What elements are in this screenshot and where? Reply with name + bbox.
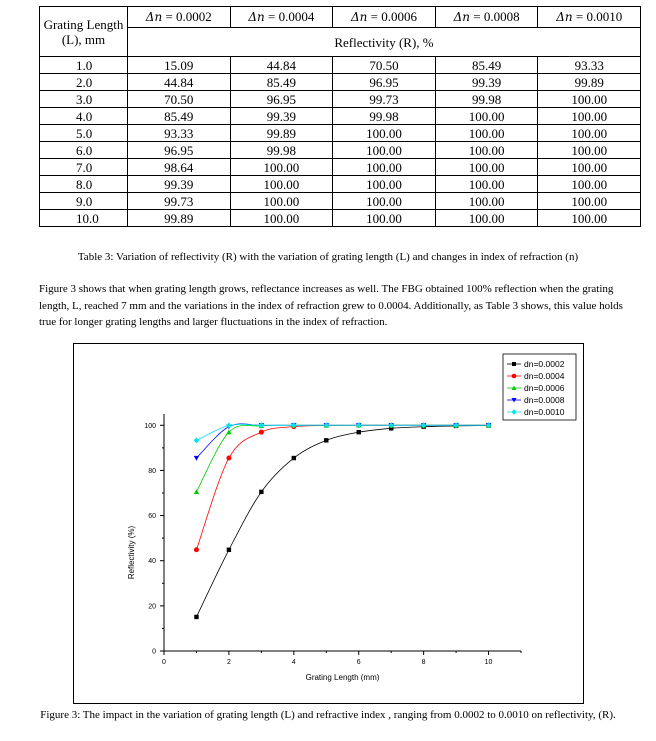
table-subheader-row — [40, 28, 641, 57]
dn-header: Δn = 0.0004 — [230, 7, 333, 28]
reflectivity-cell: 85.49 — [435, 57, 538, 74]
grating-length-cell: 6.0 — [40, 142, 128, 159]
dn-symbol: Δn — [145, 10, 163, 24]
dn-symbol: Δn — [453, 10, 470, 24]
reflectivity-cell: 99.73 — [333, 91, 436, 108]
data-point — [194, 615, 198, 619]
table-row — [40, 210, 641, 227]
table-row — [40, 193, 641, 210]
y-axis-label: Reflectivity (%) — [127, 525, 136, 580]
reflectivity-chart — [74, 344, 583, 703]
table-row — [40, 74, 641, 91]
reflectivity-cell: 44.84 — [230, 57, 333, 74]
table-row — [40, 125, 641, 142]
reflectivity-cell: 100.00 — [333, 125, 436, 142]
reflectivity-cell: 85.49 — [230, 74, 333, 91]
reflectivity-cell: 99.98 — [230, 142, 333, 159]
data-point — [194, 547, 199, 552]
legend-label: dn=0.0008 — [524, 395, 565, 405]
chart-curves — [196, 424, 488, 617]
x-tick-label: 4 — [291, 659, 296, 666]
reflectivity-cell: 100.00 — [538, 108, 641, 125]
y-tick-label: 100 — [144, 422, 156, 430]
series-line — [196, 426, 488, 617]
dn-symbol: Δn — [350, 10, 368, 24]
data-point — [259, 430, 264, 435]
reflectivity-cell: 99.73 — [128, 193, 231, 210]
reflectivity-span-header: Reflectivity (R), % — [128, 28, 641, 57]
reflectivity-cell: 99.39 — [128, 176, 231, 193]
dn-header: Δn = 0.0010 — [538, 7, 641, 28]
reflectivity-cell: 99.39 — [435, 74, 538, 91]
dn-header: Δn = 0.0008 — [435, 7, 538, 28]
grating-length-cell: 8.0 — [40, 176, 128, 193]
reflectivity-cell: 100.00 — [435, 176, 538, 193]
y-tick-label: 40 — [148, 558, 156, 566]
table-row — [40, 176, 641, 193]
data-point — [259, 490, 263, 494]
grating-length-cell: 4.0 — [40, 108, 128, 125]
chart-markers — [194, 422, 491, 619]
legend-label: dn=0.0010 — [524, 407, 565, 417]
dn-value: 0.0010 — [586, 9, 623, 24]
dn-header: Δn = 0.0002 — [128, 7, 231, 28]
series-line — [196, 424, 488, 458]
reflectivity-cell: 100.00 — [230, 193, 333, 210]
reflectivity-cell: 100.00 — [333, 193, 436, 210]
dn-symbol: Δn — [556, 10, 573, 24]
reflectivity-cell: 100.00 — [435, 142, 538, 159]
data-point — [194, 489, 199, 494]
legend-label: dn=0.0002 — [524, 359, 565, 369]
grating-length-header: Grating Length (L), mm — [40, 7, 128, 57]
data-point — [194, 437, 199, 443]
reflectivity-cell: 100.00 — [230, 210, 333, 227]
reflectivity-cell: 93.33 — [128, 125, 231, 142]
series-line — [196, 424, 488, 440]
reflectivity-cell: 100.00 — [538, 159, 641, 176]
reflectivity-cell: 99.39 — [230, 108, 333, 125]
grating-length-cell: 1.0 — [40, 57, 128, 74]
reflectivity-cell: 96.95 — [333, 74, 436, 91]
dn-value: 0.0004 — [278, 9, 315, 24]
reflectivity-cell: 100.00 — [230, 159, 333, 176]
dn-value: 0.0002 — [176, 9, 212, 24]
grating-length-cell: 3.0 — [40, 91, 128, 108]
y-tick-label: 60 — [148, 513, 156, 521]
reflectivity-cell: 100.00 — [333, 142, 436, 159]
reflectivity-cell: 96.95 — [230, 91, 333, 108]
reflectivity-cell: 100.00 — [538, 125, 641, 142]
series-line — [196, 425, 488, 550]
data-point — [324, 438, 328, 442]
y-tick-label: 20 — [148, 603, 156, 611]
x-tick-label: 2 — [226, 659, 231, 666]
reflectivity-cell: 100.00 — [538, 142, 641, 159]
chart-legend — [503, 354, 576, 420]
legend-label: dn=0.0004 — [524, 371, 565, 381]
reflectivity-cell: 98.64 — [128, 159, 231, 176]
legend-label: dn=0.0006 — [524, 383, 565, 393]
data-point — [512, 374, 517, 379]
body-paragraph: Figure 3 shows that when grating length grows, reflectance increases as well. The FBG obtained 100% reflection when the grating length, L, reached 7 mm and the variations in the index of refraction grew to 0.0004. Additionally, as Table 3 shows, this value holds true for longer grating lengths and larger fluctuations in the index of refraction. — [39, 283, 623, 328]
reflectivity-cell: 100.00 — [333, 176, 436, 193]
data-point — [357, 430, 361, 434]
table-row — [40, 142, 641, 159]
reflectivity-cell: 44.84 — [128, 74, 231, 91]
table-header-row — [40, 7, 641, 28]
reflectivity-cell: 99.89 — [128, 210, 231, 227]
reflectivity-cell: 100.00 — [230, 176, 333, 193]
chart-axes — [127, 414, 521, 682]
reflectivity-cell: 70.50 — [333, 57, 436, 74]
table-row — [40, 57, 641, 74]
table-row — [40, 108, 641, 125]
data-point — [194, 456, 199, 461]
reflectivity-cell: 100.00 — [538, 176, 641, 193]
reflectivity-cell: 93.33 — [538, 57, 641, 74]
reflectivity-cell: 15.09 — [128, 57, 231, 74]
reflectivity-cell: 100.00 — [538, 193, 641, 210]
reflectivity-cell: 99.89 — [230, 125, 333, 142]
reflectivity-cell: 99.98 — [333, 108, 436, 125]
table-row — [40, 91, 641, 108]
x-tick-label: 8 — [421, 659, 426, 666]
figure-caption: Figure 3: The impact in the variation of grating length (L) and refractive index , ranging from 0.0002 to 0.0010 on reflectivity, (R). — [40, 709, 616, 721]
y-tick-label: 0 — [152, 648, 156, 656]
dn-header: Δn = 0.0006 — [333, 7, 436, 28]
reflectivity-cell: 100.00 — [333, 159, 436, 176]
reflectivity-cell: 100.00 — [538, 91, 641, 108]
table-caption: Table 3: Variation of reflectivity (R) with the variation of grating length (L) and changes in index of refraction (n) — [77, 251, 579, 263]
x-tick-label: 10 — [484, 659, 493, 666]
dn-symbol: Δn — [248, 10, 265, 24]
reflectivity-cell: 96.95 — [128, 142, 231, 159]
reflectivity-cell: 70.50 — [128, 91, 231, 108]
data-point — [226, 456, 231, 461]
grating-length-cell: 7.0 — [40, 159, 128, 176]
dn-value: 0.0006 — [381, 9, 417, 24]
reflectivity-cell: 100.00 — [435, 125, 538, 142]
reflectivity-cell: 99.98 — [435, 91, 538, 108]
grating-length-cell: 5.0 — [40, 125, 128, 142]
reflectivity-cell: 100.00 — [333, 210, 436, 227]
grating-length-cell: 9.0 — [40, 193, 128, 210]
reflectivity-cell: 100.00 — [435, 108, 538, 125]
reflectivity-cell: 100.00 — [435, 159, 538, 176]
reflectivity-cell: 99.89 — [538, 74, 641, 91]
figure-frame — [73, 343, 584, 704]
grating-length-cell: 10.0 — [40, 210, 128, 227]
reflectivity-cell: 100.00 — [538, 210, 641, 227]
table-body — [40, 57, 641, 227]
y-tick-label: 80 — [148, 467, 156, 475]
data-point — [292, 456, 296, 460]
dn-value: 0.0008 — [483, 9, 520, 24]
reflectivity-cell: 85.49 — [128, 108, 231, 125]
x-tick-label: 0 — [162, 659, 166, 666]
x-tick-label: 6 — [356, 659, 361, 666]
reflectivity-table — [39, 6, 641, 227]
reflectivity-cell: 100.00 — [435, 210, 538, 227]
x-axis-label: Grating Length (mm) — [305, 673, 380, 682]
data-point — [512, 362, 516, 366]
data-point — [227, 548, 231, 552]
table-row — [40, 159, 641, 176]
reflectivity-cell: 100.00 — [435, 193, 538, 210]
grating-length-cell: 2.0 — [40, 74, 128, 91]
